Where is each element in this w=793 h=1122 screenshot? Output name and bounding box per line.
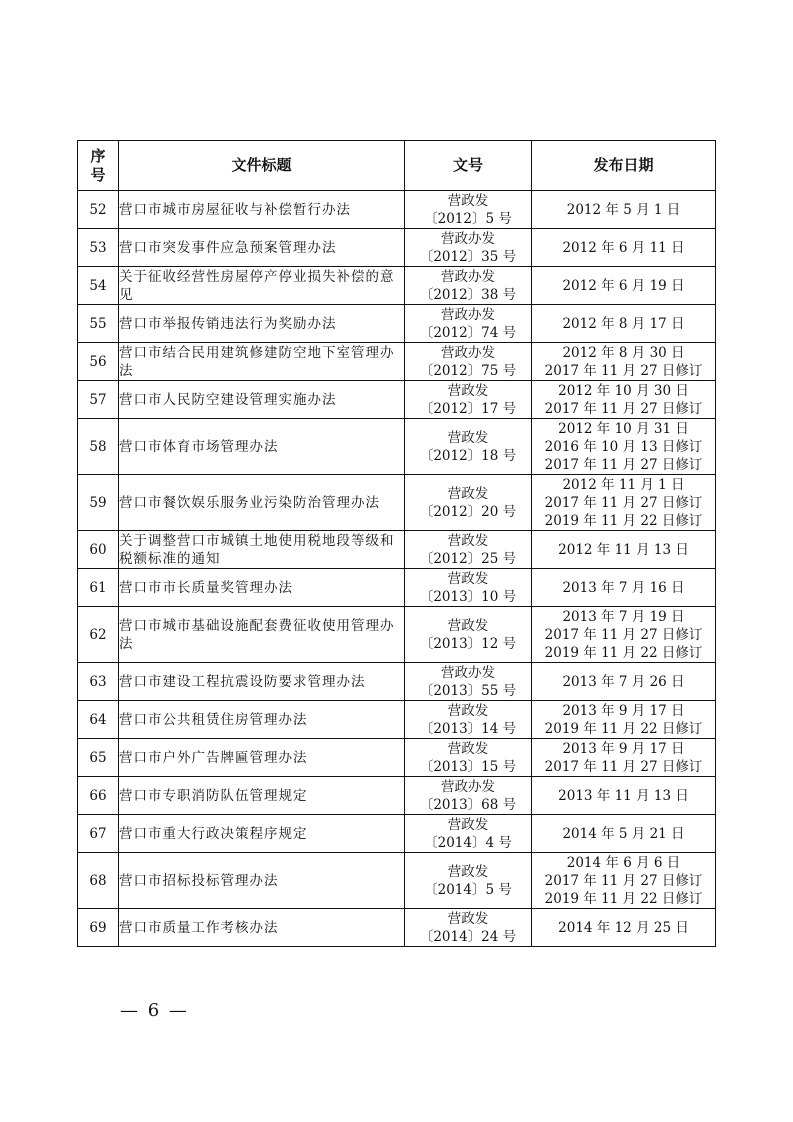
date-line: 2019 年 11 月 22 日修订 xyxy=(544,644,703,661)
table-row xyxy=(78,909,716,947)
row-publish-date xyxy=(532,569,716,607)
date-line: 2012 年 5 月 1 日 xyxy=(566,201,681,218)
document-number-line: 营政办发 xyxy=(441,306,495,323)
row-publish-date xyxy=(532,909,716,947)
row-document-title: 营口市城市房屋征收与补偿暂行办法 xyxy=(119,191,405,229)
row-publish-date xyxy=(532,777,716,815)
row-serial-number: 60 xyxy=(78,531,119,569)
date-line: 2019 年 11 月 22 日修订 xyxy=(544,720,703,737)
document-number-line: 营政办发 xyxy=(441,268,495,285)
date-line: 2013 年 7 月 26 日 xyxy=(562,673,685,690)
row-document-title: 营口市举报传销违法行为奖励办法 xyxy=(119,305,405,343)
date-line: 2012 年 10 月 31 日 xyxy=(558,420,689,437)
document-number-line: 〔2012〕20 号 xyxy=(419,503,517,520)
document-number-line: 营政发 xyxy=(447,382,489,399)
row-document-number xyxy=(405,419,532,475)
row-publish-date xyxy=(532,739,716,777)
row-serial-number: 54 xyxy=(78,267,119,305)
row-document-number xyxy=(405,853,532,909)
document-number-line: 〔2013〕55 号 xyxy=(419,682,517,699)
row-publish-date xyxy=(532,343,716,381)
document-number-line: 〔2012〕35 号 xyxy=(419,248,517,265)
document-number-line: 营政发 xyxy=(447,429,489,446)
table-row xyxy=(78,701,716,739)
document-number-line: 〔2012〕18 号 xyxy=(419,447,517,464)
row-document-number xyxy=(405,777,532,815)
document-number-line: 〔2013〕15 号 xyxy=(419,758,517,775)
header-document-title: 文件标题 xyxy=(119,141,405,191)
row-publish-date xyxy=(532,229,716,267)
row-serial-number: 55 xyxy=(78,305,119,343)
document-number-line: 〔2014〕24 号 xyxy=(419,928,517,945)
table-body xyxy=(78,191,716,947)
row-document-number xyxy=(405,569,532,607)
table-row xyxy=(78,853,716,909)
date-line: 2013 年 7 月 19 日 xyxy=(562,608,685,625)
row-serial-number: 53 xyxy=(78,229,119,267)
document-number-line: 〔2014〕4 号 xyxy=(424,834,512,851)
date-line: 2014 年 5 月 21 日 xyxy=(562,825,685,842)
document-number-line: 营政发 xyxy=(447,702,489,719)
row-document-number xyxy=(405,607,532,663)
table-row xyxy=(78,531,716,569)
row-document-title: 营口市户外广告牌匾管理办法 xyxy=(119,739,405,777)
header-document-number: 文号 xyxy=(405,141,532,191)
table-row xyxy=(78,777,716,815)
table-row xyxy=(78,381,716,419)
table-row xyxy=(78,267,716,305)
row-publish-date xyxy=(532,381,716,419)
document-number-line: 营政发 xyxy=(447,485,489,502)
document-number-line: 〔2013〕68 号 xyxy=(419,796,517,813)
document-number-line: 〔2013〕14 号 xyxy=(419,720,517,737)
table-row xyxy=(78,191,716,229)
document-number-line: 营政办发 xyxy=(441,344,495,361)
row-serial-number: 69 xyxy=(78,909,119,947)
row-serial-number: 56 xyxy=(78,343,119,381)
row-document-title: 营口市人民防空建设管理实施办法 xyxy=(119,381,405,419)
row-document-number xyxy=(405,229,532,267)
row-document-title: 营口市餐饮娱乐服务业污染防治管理办法 xyxy=(119,475,405,531)
regulations-table xyxy=(77,140,716,947)
document-number-line: 营政发 xyxy=(447,910,489,927)
date-line: 2016 年 10 月 13 日修订 xyxy=(544,438,703,455)
row-serial-number: 67 xyxy=(78,815,119,853)
row-document-title: 营口市公共租赁住房管理办法 xyxy=(119,701,405,739)
row-serial-number: 59 xyxy=(78,475,119,531)
row-serial-number: 57 xyxy=(78,381,119,419)
row-document-number xyxy=(405,531,532,569)
document-number-line: 〔2012〕74 号 xyxy=(419,324,517,341)
row-publish-date xyxy=(532,191,716,229)
row-document-title: 营口市质量工作考核办法 xyxy=(119,909,405,947)
document-number-line: 〔2012〕75 号 xyxy=(419,362,517,379)
row-document-title: 营口市城市基础设施配套费征收使用管理办法 xyxy=(119,607,405,663)
date-line: 2017 年 11 月 27 日修订 xyxy=(544,456,703,473)
date-line: 2019 年 11 月 22 日修订 xyxy=(544,512,703,529)
row-document-title: 营口市结合民用建筑修建防空地下室管理办法 xyxy=(119,343,405,381)
date-line: 2014 年 6 月 6 日 xyxy=(566,854,681,871)
row-serial-number: 62 xyxy=(78,607,119,663)
row-serial-number: 66 xyxy=(78,777,119,815)
row-publish-date xyxy=(532,663,716,701)
date-line: 2012 年 11 月 1 日 xyxy=(562,476,685,493)
table-row xyxy=(78,607,716,663)
date-line: 2017 年 11 月 27 日修订 xyxy=(544,362,703,379)
date-line: 2012 年 6 月 19 日 xyxy=(562,277,685,294)
table-row xyxy=(78,305,716,343)
row-publish-date xyxy=(532,419,716,475)
date-line: 2017 年 11 月 27 日修订 xyxy=(544,872,703,889)
date-line: 2013 年 11 月 13 日 xyxy=(558,787,689,804)
date-line: 2013 年 9 月 17 日 xyxy=(562,702,685,719)
document-number-line: 〔2012〕38 号 xyxy=(419,286,517,303)
row-publish-date xyxy=(532,607,716,663)
header-publish-date: 发布日期 xyxy=(532,141,716,191)
row-document-title: 营口市突发事件应急预案管理办法 xyxy=(119,229,405,267)
table-row xyxy=(78,419,716,475)
table-header-row xyxy=(78,141,716,191)
date-line: 2012 年 11 月 13 日 xyxy=(558,541,689,558)
row-publish-date xyxy=(532,267,716,305)
row-document-number xyxy=(405,475,532,531)
date-line: 2012 年 8 月 30 日 xyxy=(562,344,685,361)
row-document-title: 营口市体育市场管理办法 xyxy=(119,419,405,475)
row-document-title: 营口市市长质量奖管理办法 xyxy=(119,569,405,607)
date-line: 2012 年 10 月 30 日 xyxy=(558,382,689,399)
date-line: 2017 年 11 月 27 日修订 xyxy=(544,494,703,511)
row-document-title: 关于调整营口市城镇土地使用税地段等级和税额标准的通知 xyxy=(119,531,405,569)
date-line: 2017 年 11 月 27 日修订 xyxy=(544,400,703,417)
row-document-number xyxy=(405,305,532,343)
row-serial-number: 63 xyxy=(78,663,119,701)
row-serial-number: 61 xyxy=(78,569,119,607)
table-row xyxy=(78,343,716,381)
row-document-number xyxy=(405,739,532,777)
document-number-line: 营政办发 xyxy=(441,778,495,795)
document-number-line: 营政发 xyxy=(447,192,489,209)
row-serial-number: 68 xyxy=(78,853,119,909)
row-document-number xyxy=(405,909,532,947)
document-number-line: 营政发 xyxy=(447,863,489,880)
date-line: 2017 年 11 月 27 日修订 xyxy=(544,758,703,775)
document-number-line: 营政办发 xyxy=(441,664,495,681)
row-serial-number: 64 xyxy=(78,701,119,739)
row-document-title: 营口市重大行政决策程序规定 xyxy=(119,815,405,853)
date-line: 2013 年 9 月 17 日 xyxy=(562,740,685,757)
date-line: 2012 年 8 月 17 日 xyxy=(562,315,685,332)
row-document-number xyxy=(405,815,532,853)
row-document-number xyxy=(405,343,532,381)
table-row xyxy=(78,229,716,267)
document-number-line: 〔2013〕10 号 xyxy=(419,588,517,605)
row-document-number xyxy=(405,663,532,701)
document-number-line: 营政办发 xyxy=(441,230,495,247)
row-document-title: 营口市招标投标管理办法 xyxy=(119,853,405,909)
row-document-title: 营口市建设工程抗震设防要求管理办法 xyxy=(119,663,405,701)
row-serial-number: 65 xyxy=(78,739,119,777)
row-publish-date xyxy=(532,305,716,343)
document-number-line: 〔2014〕5 号 xyxy=(424,881,512,898)
date-line: 2014 年 12 月 25 日 xyxy=(558,919,689,936)
document-number-line: 营政发 xyxy=(447,570,489,587)
document-number-line: 营政发 xyxy=(447,532,489,549)
row-serial-number: 58 xyxy=(78,419,119,475)
table-row xyxy=(78,739,716,777)
document-number-line: 营政发 xyxy=(447,740,489,757)
document-number-line: 营政发 xyxy=(447,617,489,634)
table-row xyxy=(78,815,716,853)
row-serial-number: 52 xyxy=(78,191,119,229)
date-line: 2013 年 7 月 16 日 xyxy=(562,579,685,596)
date-line: 2017 年 11 月 27 日修订 xyxy=(544,626,703,643)
row-publish-date xyxy=(532,853,716,909)
row-publish-date xyxy=(532,815,716,853)
row-publish-date xyxy=(532,475,716,531)
row-document-number xyxy=(405,267,532,305)
page-number: — 6 — xyxy=(120,1000,189,1021)
document-number-line: 营政发 xyxy=(447,816,489,833)
row-publish-date xyxy=(532,701,716,739)
date-line: 2012 年 6 月 11 日 xyxy=(562,239,685,256)
row-document-number xyxy=(405,381,532,419)
table-row xyxy=(78,663,716,701)
row-publish-date xyxy=(532,531,716,569)
document-number-line: 〔2012〕5 号 xyxy=(424,210,512,227)
row-document-number xyxy=(405,191,532,229)
table-row xyxy=(78,569,716,607)
header-serial-number: 序 号 xyxy=(78,141,119,191)
document-number-line: 〔2012〕25 号 xyxy=(419,550,517,567)
document-number-line: 〔2013〕12 号 xyxy=(419,635,517,652)
row-document-title: 关于征收经营性房屋停产停业损失补偿的意见 xyxy=(119,267,405,305)
date-line: 2019 年 11 月 22 日修订 xyxy=(544,890,703,907)
table-row xyxy=(78,475,716,531)
row-document-title: 营口市专职消防队伍管理规定 xyxy=(119,777,405,815)
row-document-number xyxy=(405,701,532,739)
document-number-line: 〔2012〕17 号 xyxy=(419,400,517,417)
